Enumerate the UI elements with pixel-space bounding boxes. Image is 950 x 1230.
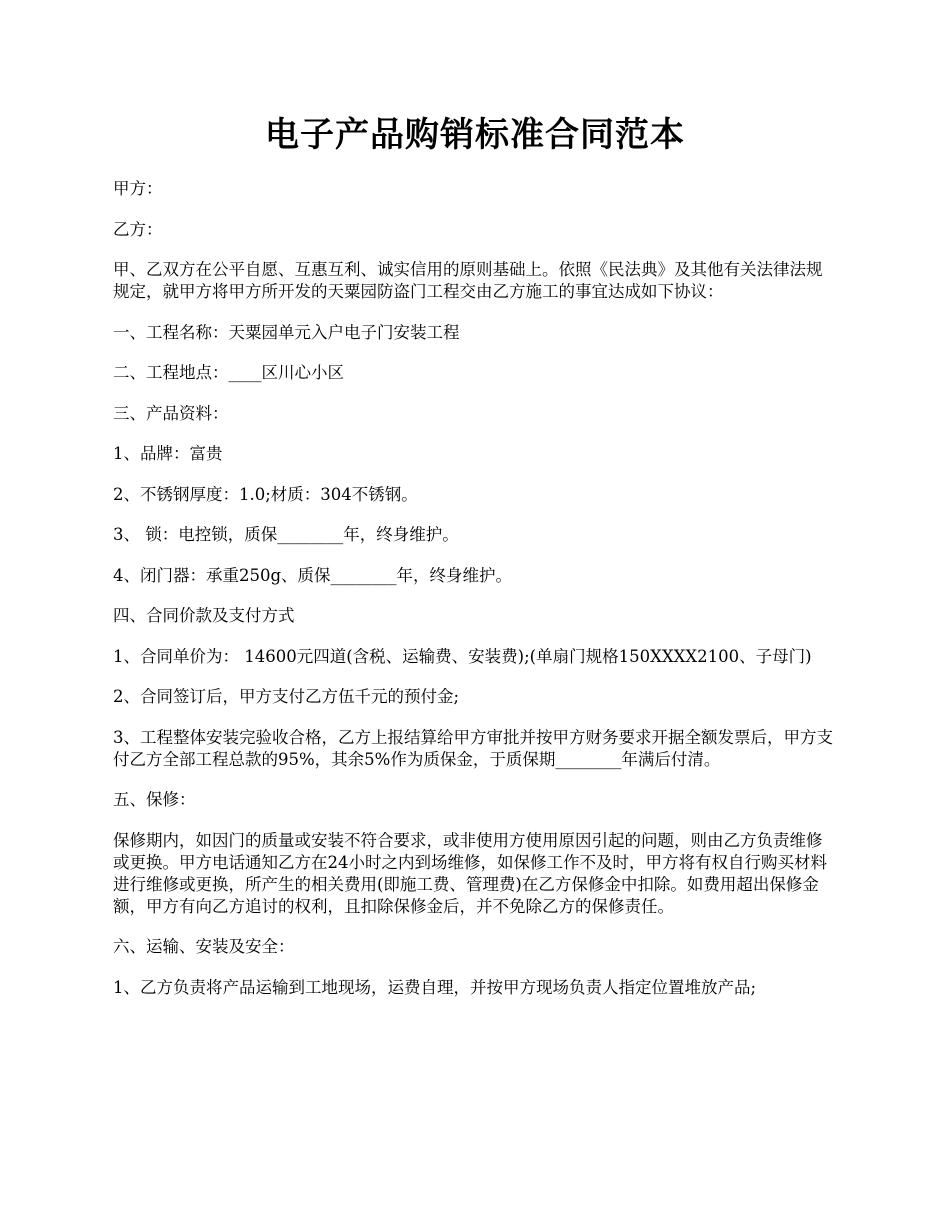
preamble-paragraph: 甲、乙双方在公平自愿、互惠互利、诚实信用的原则基础上。依照《民法典》及其他有关法律法规规定，就甲方将甲方所开发的天粟园防盗门工程交由乙方施工的事宜达成如下协议： bbox=[113, 260, 823, 301]
lock-item: 3、 锁：电控锁，质保________年，终身维护。 bbox=[113, 525, 459, 544]
project-location-clause: 二、工程地点：____区川心小区 bbox=[113, 363, 344, 382]
party-a-line: 甲方： bbox=[113, 179, 163, 198]
project-name-clause: 一、工程名称：天粟园单元入户电子门安装工程 bbox=[113, 322, 460, 342]
price-payment-heading: 四、合同价款及支付方式 bbox=[113, 606, 295, 625]
brand-item: 1、品牌：富贵 bbox=[113, 444, 223, 463]
prepayment-item: 2、合同签订后，甲方支付乙方伍千元的预付金; bbox=[113, 687, 460, 706]
warranty-heading: 五、保修： bbox=[113, 790, 196, 809]
transport-item: 1、乙方负责将产品运输到工地现场，运费自理，并按甲方现场负责人指定位置堆放产品; bbox=[113, 977, 757, 997]
door-closer-item: 4、闭门器：承重250g、质保________年，终身维护。 bbox=[113, 565, 513, 585]
unit-price-item: 1、合同单价为： 14600元四道(含税、运输费、安装费);(单扇门规格150XXXX2100、子母门) bbox=[113, 646, 812, 666]
document-body bbox=[113, 178, 837, 1017]
document-title: 电子产品购销标准合同范本 bbox=[265, 115, 685, 155]
transport-heading: 六、运输、安装及安全： bbox=[113, 937, 295, 956]
final-payment-item: 3、工程整体安装完验收合格，乙方上报结算给甲方审批并按甲方财务要求开据全额发票后，甲方支付乙方全部工程总款的95%，其余5%作为质保金，于质保期________年满后付清。 bbox=[113, 727, 833, 769]
steel-thickness-item: 2、不锈钢厚度：1.0;材质：304不锈钢。 bbox=[113, 484, 418, 504]
product-info-heading: 三、产品资料： bbox=[113, 403, 229, 423]
warranty-paragraph: 保修期内，如因门的质量或安装不符合要求，或非使用方使用原因引起的问题，则由乙方负责维修或更换。甲方电话通知乙方在24小时之内到场维修，如保修工作不及时，甲方将有权自行购买材料进行维修或更换，所产生的相关费用(即施工费、管理费)在乙方保修金中扣除。如费用超出保修金额，甲方有向乙方追讨的权利，且扣除保修金后，并不免除乙方的保修责任。 bbox=[113, 830, 827, 916]
party-b-line: 乙方： bbox=[113, 219, 163, 239]
